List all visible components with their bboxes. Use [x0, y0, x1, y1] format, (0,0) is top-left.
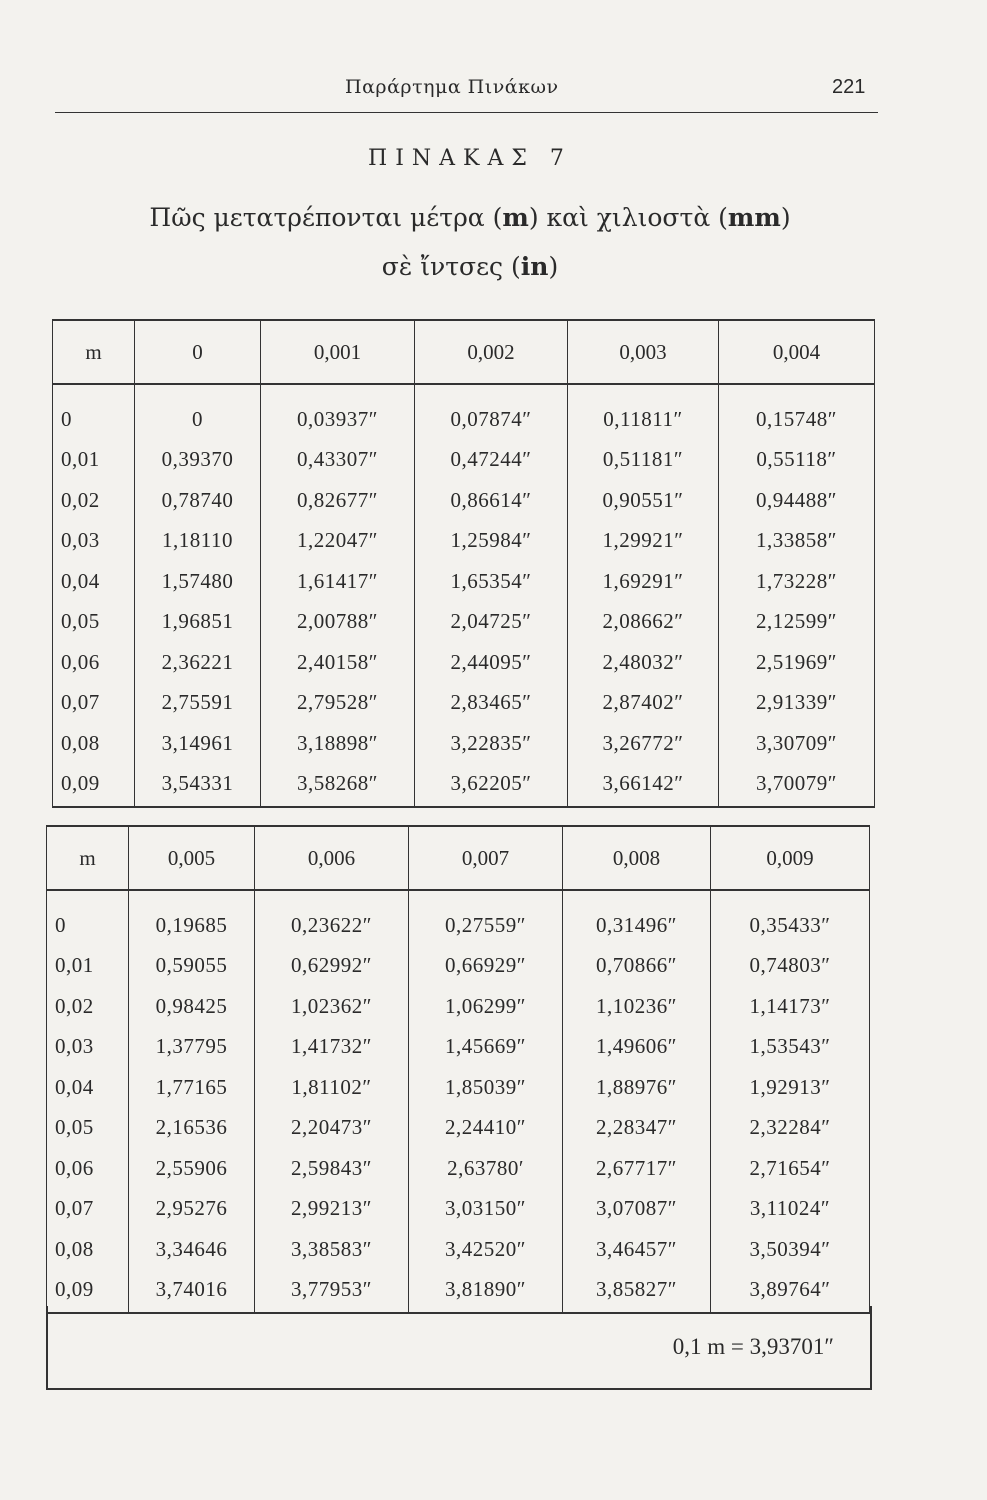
- table-cell: 1,37795: [129, 1027, 255, 1068]
- column-header: 0,001: [261, 320, 415, 384]
- table-cell: 3,62205″: [415, 764, 568, 808]
- table-cell: 3,50394″: [711, 1229, 870, 1270]
- table-cell: 0,43307″: [261, 440, 415, 481]
- table-cell: 0,70866″: [563, 946, 711, 987]
- column-header: 0: [135, 320, 261, 384]
- running-header-title: Παράρτημα Πινάκων: [345, 76, 559, 98]
- table-cell: 0,74803″: [711, 946, 870, 987]
- table-cell: 2,67717″: [563, 1148, 711, 1189]
- table-cell: 3,07087″: [563, 1189, 711, 1230]
- row-label-m: 0,09: [47, 1270, 129, 1314]
- table-cell: 0,27559″: [409, 890, 563, 946]
- table-header-row: [53, 320, 875, 384]
- table-cell: 1,29921″: [568, 521, 719, 562]
- table-cell: 2,00788″: [261, 602, 415, 643]
- caption-unit-in: in: [520, 252, 549, 281]
- table-cell: 3,46457″: [563, 1229, 711, 1270]
- column-header-m: m: [47, 826, 129, 890]
- table-row: [53, 384, 875, 440]
- table-cell: 3,34646: [129, 1229, 255, 1270]
- table-cell: 1,53543″: [711, 1027, 870, 1068]
- table-cell: 2,79528″: [261, 683, 415, 724]
- table-row: [47, 1148, 870, 1189]
- table-cell: 3,22835″: [415, 723, 568, 764]
- table-cell: 0,94488″: [719, 480, 875, 521]
- table-cell: 2,40158″: [261, 642, 415, 683]
- table-cell: 2,59843″: [255, 1148, 409, 1189]
- table-cell: 1,10236″: [563, 986, 711, 1027]
- table-cell: 0,03937″: [261, 384, 415, 440]
- table-cell: 0,23622″: [255, 890, 409, 946]
- table-cell: 1,18110: [135, 521, 261, 562]
- page-number: 221: [832, 76, 866, 98]
- table-row: [47, 1108, 870, 1149]
- table-cell: 3,74016: [129, 1270, 255, 1314]
- table-cell: 2,63780′: [409, 1148, 563, 1189]
- row-label-m: 0,02: [47, 986, 129, 1027]
- row-label-m: 0,01: [53, 440, 135, 481]
- row-label-m: 0,03: [53, 521, 135, 562]
- table-cell: 1,45669″: [409, 1027, 563, 1068]
- table-cell: 0,82677″: [261, 480, 415, 521]
- table-cell: 0,31496″: [563, 890, 711, 946]
- column-header: 0,009: [711, 826, 870, 890]
- table-row: [53, 440, 875, 481]
- table-cell: 0,59055: [129, 946, 255, 987]
- table-cell: 1,65354″: [415, 561, 568, 602]
- table-cell: 3,38583″: [255, 1229, 409, 1270]
- row-label-m: 0,05: [53, 602, 135, 643]
- table-label: ΠΙΝΑΚΑΣ 7: [368, 146, 572, 171]
- table-cell: 3,54331: [135, 764, 261, 808]
- conversion-table-1: [52, 319, 875, 808]
- table-cell: 2,71654″: [711, 1148, 870, 1189]
- caption-unit-mm: mm: [727, 203, 781, 232]
- table-cell: 1,22047″: [261, 521, 415, 562]
- table-cell: 0,55118″: [719, 440, 875, 481]
- total-conversion-note: 0,1 m = 3,93701″: [672, 1334, 834, 1359]
- table-row: [53, 561, 875, 602]
- table-cell: 1,96851: [135, 602, 261, 643]
- table-row: [47, 946, 870, 987]
- table-cell: 2,44095″: [415, 642, 568, 683]
- table-cell: 3,85827″: [563, 1270, 711, 1314]
- table-cell: 1,41732″: [255, 1027, 409, 1068]
- table-cell: 0,15748″: [719, 384, 875, 440]
- table-row: [47, 1067, 870, 1108]
- row-label-m: 0,04: [47, 1067, 129, 1108]
- table-cell: 1,02362″: [255, 986, 409, 1027]
- table-cell: 2,08662″: [568, 602, 719, 643]
- table-cell: 2,16536: [129, 1108, 255, 1149]
- table-cell: 1,81102″: [255, 1067, 409, 1108]
- table-caption-line-2: [0, 252, 940, 281]
- table-cell: 1,49606″: [563, 1027, 711, 1068]
- table-cell: 1,33858″: [719, 521, 875, 562]
- column-header: 0,005: [129, 826, 255, 890]
- table-row: [53, 480, 875, 521]
- table-cell: 2,51969″: [719, 642, 875, 683]
- table-cell: 0,90551″: [568, 480, 719, 521]
- table-row: [53, 723, 875, 764]
- row-label-m: 0,07: [47, 1189, 129, 1230]
- table-cell: 0,62992″: [255, 946, 409, 987]
- table-cell: 1,61417″: [261, 561, 415, 602]
- table-cell: 3,03150″: [409, 1189, 563, 1230]
- table-footer-box: [46, 1306, 872, 1390]
- table-cell: 3,14961: [135, 723, 261, 764]
- table-cell: 3,26772″: [568, 723, 719, 764]
- table-cell: 3,11024″: [711, 1189, 870, 1230]
- row-label-m: 0,01: [47, 946, 129, 987]
- table-cell: 2,12599″: [719, 602, 875, 643]
- row-label-m: 0: [47, 890, 129, 946]
- row-label-m: 0,06: [47, 1148, 129, 1189]
- table-cell: 0,86614″: [415, 480, 568, 521]
- table-cell: 2,28347″: [563, 1108, 711, 1149]
- column-header: 0,006: [255, 826, 409, 890]
- table-row: [47, 986, 870, 1027]
- conversion-table-2: [46, 825, 870, 1314]
- table-cell: 2,83465″: [415, 683, 568, 724]
- table-cell: 2,20473″: [255, 1108, 409, 1149]
- table-cell: 2,24410″: [409, 1108, 563, 1149]
- column-header: 0,004: [719, 320, 875, 384]
- table-cell: 3,66142″: [568, 764, 719, 808]
- table-cell: 0,51181″: [568, 440, 719, 481]
- table-row: [53, 683, 875, 724]
- row-label-m: 0,02: [53, 480, 135, 521]
- caption-text: Πῶς μετατρέπονται μέτρα (: [149, 203, 503, 232]
- table-cell: 3,70079″: [719, 764, 875, 808]
- table-cell: 2,95276: [129, 1189, 255, 1230]
- row-label-m: 0,08: [47, 1229, 129, 1270]
- column-header: 0,003: [568, 320, 719, 384]
- table-cell: 1,25984″: [415, 521, 568, 562]
- table-cell: 3,81890″: [409, 1270, 563, 1314]
- table-cell: 3,58268″: [261, 764, 415, 808]
- table-cell: 2,55906: [129, 1148, 255, 1189]
- table-cell: 1,88976″: [563, 1067, 711, 1108]
- table-cell: 3,30709″: [719, 723, 875, 764]
- table-cell: 1,85039″: [409, 1067, 563, 1108]
- table-cell: 3,89764″: [711, 1270, 870, 1314]
- row-label-m: 0,06: [53, 642, 135, 683]
- row-label-m: 0,08: [53, 723, 135, 764]
- caption-text: ): [780, 203, 791, 232]
- table-cell: 1,73228″: [719, 561, 875, 602]
- column-header-m: m: [53, 320, 135, 384]
- table-cell: 2,91339″: [719, 683, 875, 724]
- table-cell: 3,18898″: [261, 723, 415, 764]
- table-cell: 2,32284″: [711, 1108, 870, 1149]
- table-header-row: [47, 826, 870, 890]
- table-row: [47, 1189, 870, 1230]
- table-cell: 0,19685: [129, 890, 255, 946]
- row-label-m: 0,04: [53, 561, 135, 602]
- table-cell: 0,47244″: [415, 440, 568, 481]
- table-cell: 1,69291″: [568, 561, 719, 602]
- table-cell: 2,36221: [135, 642, 261, 683]
- table-row: [47, 1229, 870, 1270]
- table-cell: 0: [135, 384, 261, 440]
- table-cell: 1,77165: [129, 1067, 255, 1108]
- row-label-m: 0,09: [53, 764, 135, 808]
- column-header: 0,007: [409, 826, 563, 890]
- table-cell: 2,04725″: [415, 602, 568, 643]
- table-row: [53, 642, 875, 683]
- table-cell: 0,98425: [129, 986, 255, 1027]
- table-cell: 0,66929″: [409, 946, 563, 987]
- table-row: [47, 890, 870, 946]
- caption-text: σὲ ἴντσες (: [381, 252, 521, 281]
- table-row: [47, 1027, 870, 1068]
- table-cell: 3,77953″: [255, 1270, 409, 1314]
- table-cell: 3,42520″: [409, 1229, 563, 1270]
- table-cell: 1,57480: [135, 561, 261, 602]
- table-row: [53, 521, 875, 562]
- table-row: [53, 764, 875, 808]
- table-cell: 1,06299″: [409, 986, 563, 1027]
- column-header: 0,002: [415, 320, 568, 384]
- header-rule: [55, 112, 878, 113]
- table-cell: 0,35433″: [711, 890, 870, 946]
- table-cell: 1,92913″: [711, 1067, 870, 1108]
- table-cell: 2,75591: [135, 683, 261, 724]
- caption-unit-m: m: [502, 203, 529, 232]
- table-cell: 2,87402″: [568, 683, 719, 724]
- row-label-m: 0,05: [47, 1108, 129, 1149]
- caption-text: ) καὶ χιλιοστὰ (: [528, 203, 728, 232]
- table-cell: 0,07874″: [415, 384, 568, 440]
- table-cell: 0,78740: [135, 480, 261, 521]
- table-cell: 1,14173″: [711, 986, 870, 1027]
- row-label-m: 0: [53, 384, 135, 440]
- table-cell: 2,99213″: [255, 1189, 409, 1230]
- table-cell: 0,11811″: [568, 384, 719, 440]
- caption-text: ): [548, 252, 559, 281]
- column-header: 0,008: [563, 826, 711, 890]
- row-label-m: 0,03: [47, 1027, 129, 1068]
- table-cell: 2,48032″: [568, 642, 719, 683]
- table-caption-line-1: [0, 203, 940, 232]
- table-row: [53, 602, 875, 643]
- table-cell: 0,39370: [135, 440, 261, 481]
- row-label-m: 0,07: [53, 683, 135, 724]
